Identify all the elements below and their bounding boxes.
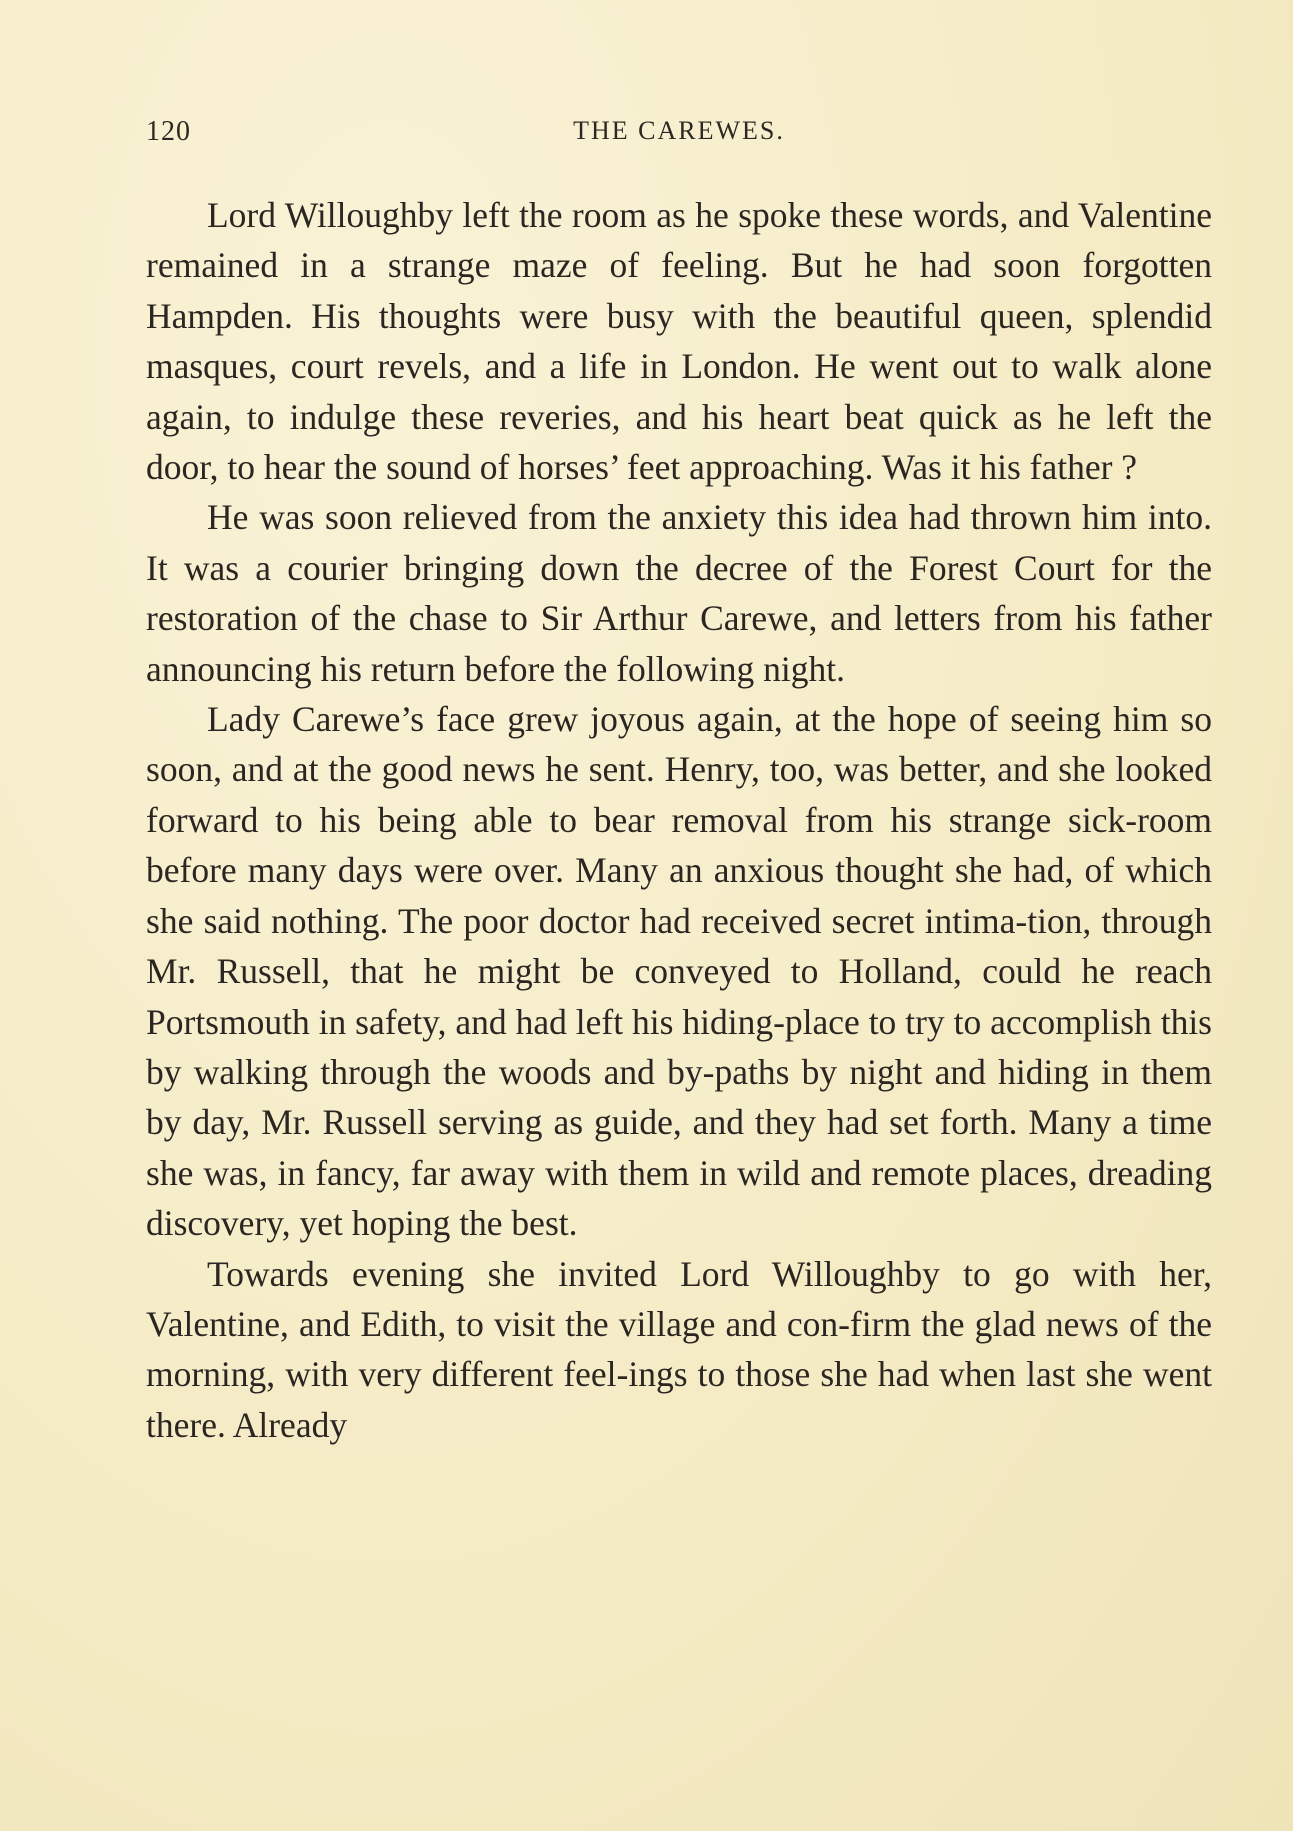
paragraph-1: Lord Willoughby left the room as he spoke these words, and Valentine remained in a strange maze of feeling. But he had soon forgotten Hampden. His thoughts were busy with the beautiful queen, splendid masques, court revels, and a life in London. He went out to walk alone again, to indulge these reveries, and his heart beat quick as he left the door, to hear the sound of horses’ feet approaching. Was it his father ?: [146, 195, 1212, 488]
book-page: [146, 110, 1212, 1450]
paragraph-4: Towards evening she invited Lord Willoughby to go with her, Valentine, and Edith, to visit the village and con-firm the glad news of the morning, with very different feel-ings to those she had when last she went there. Already: [146, 1253, 1212, 1445]
paragraph-3: Lady Carewe’s face grew joyous again, at the hope of seeing him so soon, and at the good news he sent. Henry, too, was better, and she looked forward to his being able to bear removal from his strange sick-room before many days were over. Many an anxious thought she had, of which she said nothing. The poor doctor had received secret intima-tion, through Mr. Russell, that he might be conveyed to Holland, could he reach Portsmouth in safety, and had left his hiding-place to try to accomplish this by walking through the woods and by-paths by night and hiding in them by day, Mr. Russell serving as guide, and they had set forth. Many a time she was, in fancy, far away with them in wild and remote places, dreading discovery, yet hoping the best.: [146, 699, 1212, 1244]
page-number: 120: [146, 116, 191, 147]
running-head: [146, 110, 1212, 160]
body-text: [146, 190, 1212, 1450]
running-title: THE CAREWES.: [573, 116, 785, 145]
paragraph-2: He was soon relieved from the anxiety this idea had thrown him into. It was a courier bringing down the decree of the Forest Court for the restoration of the chase to Sir Arthur Carewe, and letters from his father announcing his return before the following night.: [146, 497, 1212, 689]
